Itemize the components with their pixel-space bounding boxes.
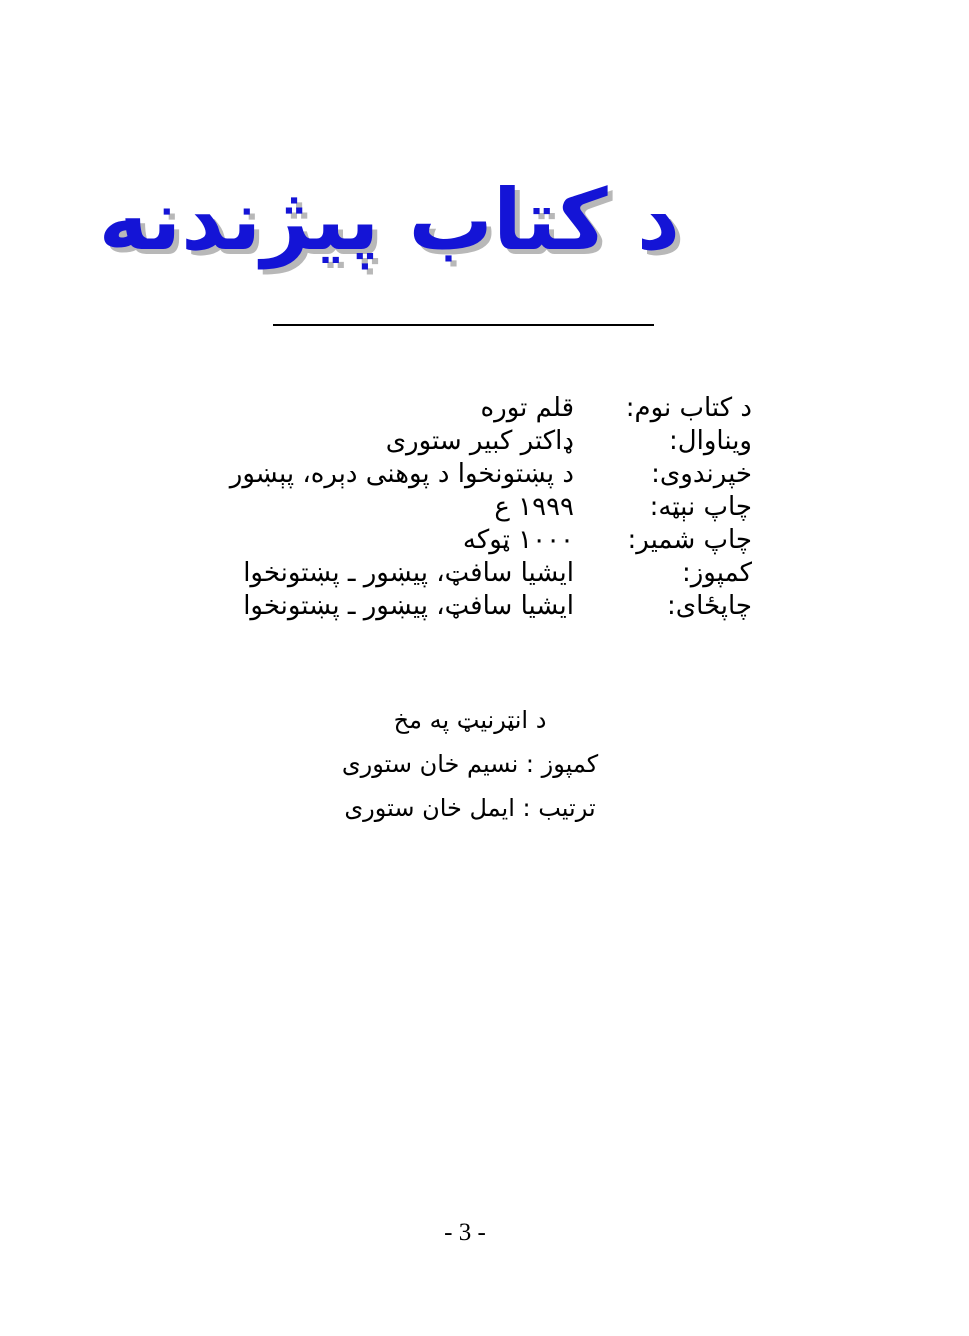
title-underline: [273, 324, 654, 326]
info-value: ۱۰۰۰ ټوکه: [462, 525, 574, 555]
info-value: ایشیا سافټ، پیښور ـ پښتونخوا: [243, 558, 574, 588]
info-label: کمپوز:: [681, 558, 752, 588]
info-label: خپرندوی:: [651, 459, 752, 489]
info-value: د پښتونخوا د پوهنی دېره، پېښور: [229, 459, 574, 489]
page-number: - 3 -: [444, 1219, 486, 1246]
credits-heading: د انټرنیټ په مخ: [393, 706, 547, 734]
info-value: قلم توره: [480, 393, 574, 423]
credits-arrange: ترتیب : ایمل خان ستوری: [344, 794, 596, 822]
info-label: د کتاب نوم:: [625, 393, 752, 423]
page-title: د کتاب پیژندنه: [98, 171, 680, 269]
info-value: ۱۹۹۹ ع: [494, 492, 574, 522]
info-row-publisher: [190, 458, 752, 491]
credits-compose: کمپوز : نسیم خان ستوری: [341, 750, 599, 778]
info-value: ایشیا سافټ، پیښور ـ پښتونخوا: [243, 591, 574, 621]
internet-credits: [280, 698, 660, 830]
info-label: ویناوال:: [669, 426, 752, 456]
info-row-composition: [190, 557, 752, 590]
info-row-print-date: [190, 491, 752, 524]
info-row-book-name: [190, 392, 752, 425]
info-label: چاپ شمیر:: [627, 525, 752, 555]
info-row-print-count: [190, 524, 752, 557]
info-label: چاپ نېټه:: [649, 492, 752, 522]
info-row-author: [190, 425, 752, 458]
info-value: ډاکتر کبیر ستوری: [385, 426, 574, 456]
info-label: چاپځای:: [666, 591, 752, 621]
info-row-printing-place: [190, 590, 752, 623]
book-info-table: [190, 392, 752, 623]
